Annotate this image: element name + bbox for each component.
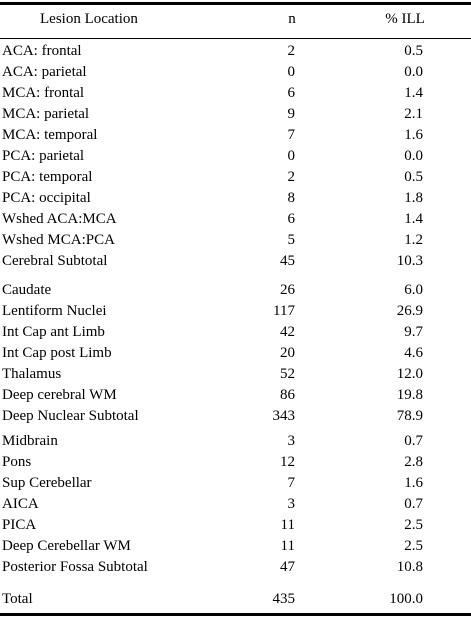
cell-n: 117: [273, 303, 295, 319]
table-row: [0, 343, 471, 364]
cell-pct-ill: 0.0: [404, 148, 423, 164]
cell-pct-ill: 19.8: [396, 387, 423, 403]
cell-lesion-location: Cerebral Subtotal: [2, 253, 108, 269]
cell-pct-ill: 2.5: [404, 538, 423, 554]
cell-n: 52: [280, 366, 295, 382]
table-top-rule: [0, 2, 471, 5]
table-row: [0, 62, 471, 83]
table-row: [0, 209, 471, 230]
cell-pct-ill: 12.0: [396, 366, 423, 382]
cell-n: 9: [287, 106, 295, 122]
cell-pct-ill: 0.7: [404, 496, 423, 512]
table-row: [0, 473, 471, 494]
cell-n: 2: [287, 169, 295, 185]
table-row: [0, 251, 471, 272]
cell-n: 11: [280, 538, 295, 554]
cell-pct-ill: 6.0: [404, 282, 423, 298]
table-row: [0, 125, 471, 146]
cell-n: 47: [280, 559, 295, 575]
cell-n: 20: [280, 345, 295, 361]
table-header-row: [0, 9, 471, 30]
cell-pct-ill: 78.9: [396, 408, 423, 424]
table-row: [0, 536, 471, 557]
cell-lesion-location: Midbrain: [2, 433, 58, 449]
cell-lesion-location: Posterior Fossa Subtotal: [2, 559, 148, 575]
cell-n: 6: [287, 211, 295, 227]
cell-lesion-location: Wshed MCA:PCA: [2, 232, 115, 248]
cell-pct-ill: 10.8: [396, 559, 423, 575]
cell-lesion-location: Deep cerebral WM: [2, 387, 117, 403]
cell-pct-ill: 9.7: [404, 324, 423, 340]
cell-lesion-location: PCA: temporal: [2, 169, 93, 185]
cell-pct-ill: 1.4: [404, 211, 423, 227]
table-row: [0, 589, 471, 610]
cell-pct-ill: 1.2: [404, 232, 423, 248]
table-row: [0, 515, 471, 536]
cell-lesion-location: MCA: parietal: [2, 106, 90, 122]
table-row: [0, 431, 471, 452]
cell-lesion-location: Lentiform Nuclei: [2, 303, 107, 319]
cell-lesion-location: MCA: temporal: [2, 127, 98, 143]
cell-pct-ill: 1.4: [404, 85, 423, 101]
cell-lesion-location: AICA: [2, 496, 39, 512]
cell-n: 435: [272, 591, 295, 607]
cell-pct-ill: 1.6: [404, 127, 423, 143]
cell-n: 11: [280, 517, 295, 533]
cell-n: 42: [280, 324, 295, 340]
cell-pct-ill: 26.9: [396, 303, 423, 319]
cell-n: 45: [280, 253, 295, 269]
header-pct-ill: % ILL: [385, 11, 425, 27]
header-lesion-location: Lesion Location: [40, 11, 138, 27]
cell-n: 8: [287, 190, 295, 206]
table-row: [0, 494, 471, 515]
table-row: [0, 280, 471, 301]
cell-pct-ill: 2.5: [404, 517, 423, 533]
table-row: [0, 364, 471, 385]
table-row: [0, 385, 471, 406]
cell-n: 0: [287, 148, 295, 164]
cell-pct-ill: 0.5: [404, 43, 423, 59]
cell-lesion-location: MCA: frontal: [2, 85, 85, 101]
table-row: [0, 322, 471, 343]
table-row: [0, 452, 471, 473]
cell-lesion-location: PICA: [2, 517, 37, 533]
cell-lesion-location: Total: [2, 591, 33, 607]
cell-pct-ill: 2.1: [404, 106, 423, 122]
cell-lesion-location: Sup Cerebellar: [2, 475, 92, 491]
cell-n: 3: [287, 433, 295, 449]
cell-pct-ill: 0.0: [404, 64, 423, 80]
table-header-rule: [0, 38, 471, 39]
cell-pct-ill: 2.8: [404, 454, 423, 470]
cell-pct-ill: 10.3: [396, 253, 423, 269]
cell-pct-ill: 1.8: [404, 190, 423, 206]
cell-n: 2: [287, 43, 295, 59]
cell-lesion-location: Caudate: [2, 282, 52, 298]
cell-pct-ill: 4.6: [404, 345, 423, 361]
cell-n: 3: [287, 496, 295, 512]
cell-lesion-location: PCA: parietal: [2, 148, 85, 164]
cell-n: 7: [287, 127, 295, 143]
cell-pct-ill: 0.7: [404, 433, 423, 449]
cell-pct-ill: 1.6: [404, 475, 423, 491]
table-row: [0, 83, 471, 104]
table-row: [0, 167, 471, 188]
cell-lesion-location: ACA: parietal: [2, 64, 87, 80]
table-row: [0, 104, 471, 125]
table-bottom-rule: [0, 613, 471, 616]
table-row: [0, 406, 471, 427]
cell-lesion-location: Deep Cerebellar WM: [2, 538, 131, 554]
cell-pct-ill: 100.0: [389, 591, 423, 607]
cell-lesion-location: PCA: occipital: [2, 190, 91, 206]
table-row: [0, 188, 471, 209]
cell-lesion-location: Wshed ACA:MCA: [2, 211, 117, 227]
table-row: [0, 41, 471, 62]
header-n: n: [288, 11, 296, 27]
cell-lesion-location: Int Cap ant Limb: [2, 324, 105, 340]
cell-n: 6: [287, 85, 295, 101]
cell-n: 343: [272, 408, 295, 424]
cell-n: 7: [287, 475, 295, 491]
cell-n: 86: [280, 387, 295, 403]
table-row: [0, 146, 471, 167]
cell-n: 26: [280, 282, 295, 298]
table-row: [0, 301, 471, 322]
cell-n: 5: [287, 232, 295, 248]
table-row: [0, 230, 471, 251]
cell-n: 12: [280, 454, 295, 470]
table-row: [0, 557, 471, 578]
cell-lesion-location: ACA: frontal: [2, 43, 82, 59]
cell-pct-ill: 0.5: [404, 169, 423, 185]
cell-lesion-location: Int Cap post Limb: [2, 345, 112, 361]
cell-n: 0: [287, 64, 295, 80]
cell-lesion-location: Thalamus: [2, 366, 62, 382]
cell-lesion-location: Pons: [2, 454, 32, 470]
cell-lesion-location: Deep Nuclear Subtotal: [2, 408, 139, 424]
